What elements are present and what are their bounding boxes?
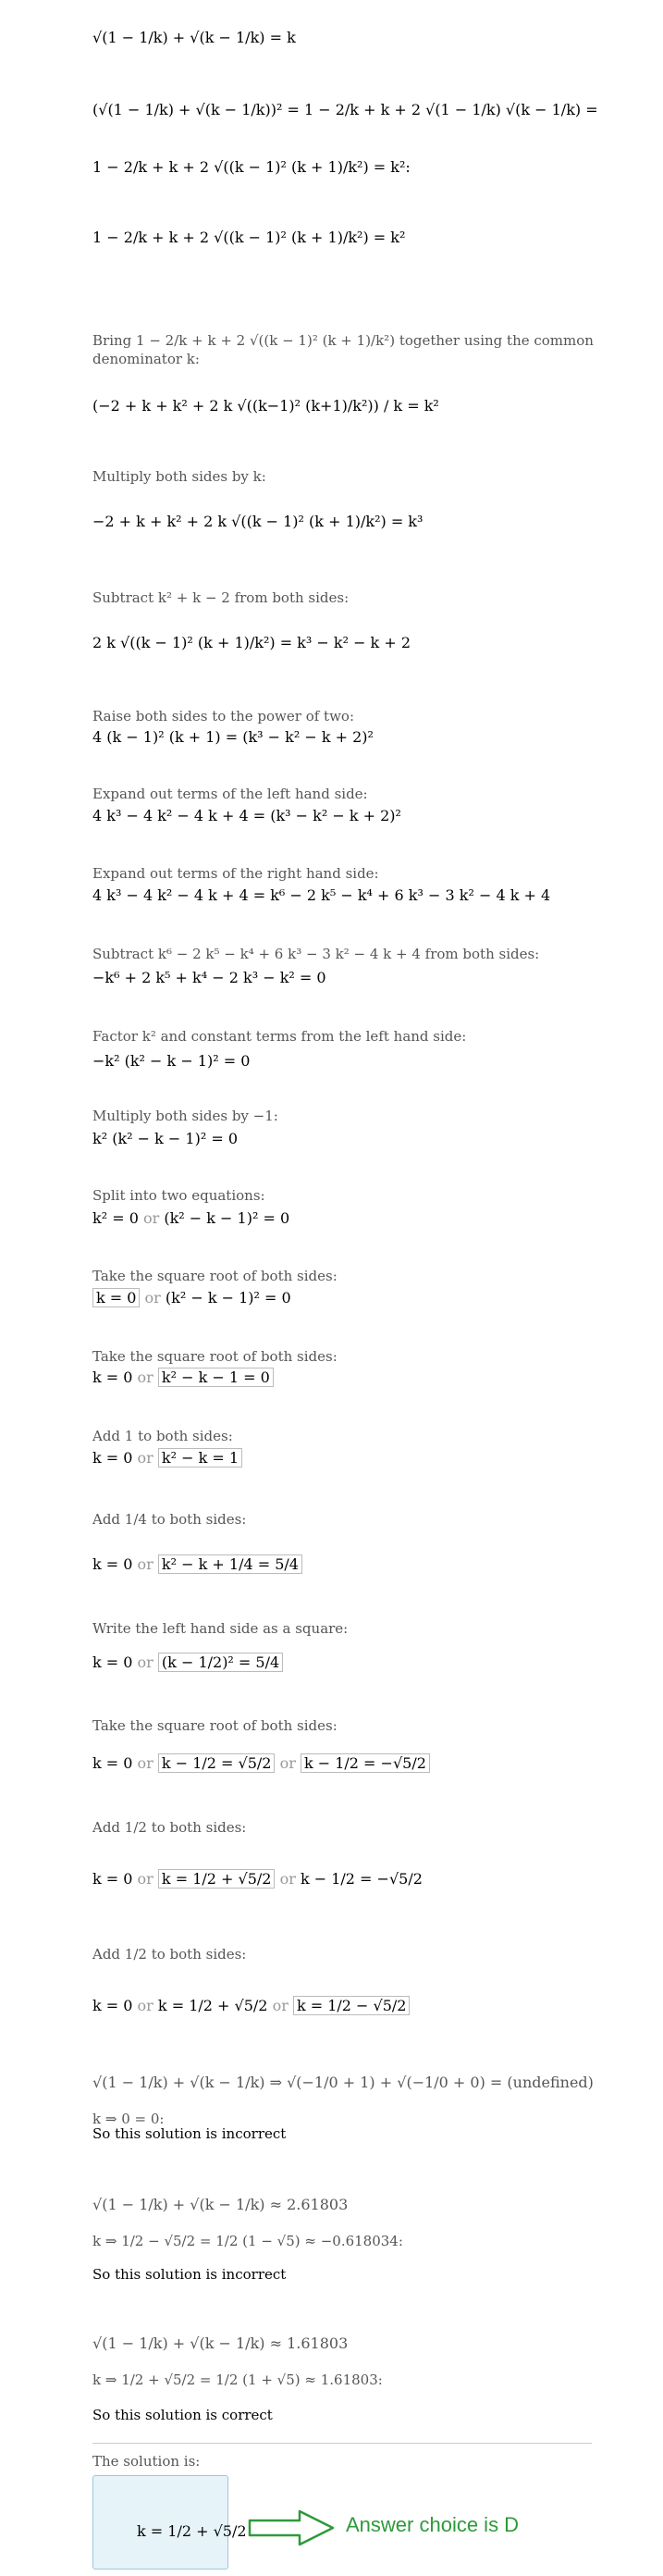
step-equation-pair [92,1448,610,1468]
equation-b: (k − 1/2)² = 5/4 [158,1653,283,1672]
or-separator: or [137,1754,153,1772]
equation-b: k² − k + 1/4 = 5/4 [158,1554,302,1574]
step-label: Split into two equations: [92,1187,265,1204]
step-equation-pair [92,1288,610,1308]
step-equation: −k⁶ + 2 k⁵ + k⁴ − 2 k³ − k² = 0 [92,969,326,986]
check-verdict: So this solution is incorrect [92,2125,287,2142]
step-equation-pair [92,1554,610,1575]
or-separator: or [272,1997,289,2014]
step-equation: −k² (k² − k − 1)² = 0 [92,1052,251,1070]
equation-a: k = 0 [92,1870,133,1888]
or-separator: or [137,1555,153,1573]
step-label: Write the left hand side as a square: [92,1620,349,1637]
equation-c: k = 1/2 − √5/2 [293,1996,411,2015]
step-equation: 4 k³ − 4 k² − 4 k + 4 = (k³ − k² − k + 2)² [92,807,401,824]
equation-b: k² − k = 1 [158,1448,242,1468]
equation-b: k² − k − 1 = 0 [158,1368,274,1387]
divider [92,2443,592,2444]
step-label: Bring 1 − 2/k + k + 2 √((k − 1)² (k + 1)/k²) together using the common denominator k: [92,332,594,367]
step-label: Multiply both sides by k: [92,468,266,485]
solution-equation: k = 1/2 + √5/2 [137,2522,247,2540]
equation-a: k = 0 [92,1997,133,2014]
step-equation-pair [92,1208,610,1229]
step-equation: 4 (k − 1)² (k + 1) = (k³ − k² − k + 2)² [92,728,374,746]
step-label: Factor k² and constant terms from the left hand side: [92,1028,467,1045]
step-equation-triple [92,1869,610,1889]
check-value: k ⇒ 0 = 0: [92,2111,165,2127]
or-separator: or [144,1289,161,1307]
equation-b: k = 1/2 + √5/2 [158,1869,276,1889]
check-substitution: √(1 − 1/k) + √(k − 1/k) ≈ 2.61803 [92,2196,349,2213]
check-verdict: So this solution is correct [92,2407,273,2423]
step-label: Subtract k² + k − 2 from both sides: [92,589,350,606]
answer-annotation: Answer choice is D [346,2513,520,2536]
equation-a: k = 0 [92,1288,140,1307]
equation-a: k = 0 [92,1653,133,1671]
step-label: Add 1/2 to both sides: [92,1946,247,1963]
check-substitution: √(1 − 1/k) + √(k − 1/k) ⇒ √(−1/0 + 1) + √(−1/0 + 0) = (undefined) [92,2074,594,2091]
step-label: Expand out terms of the left hand side: [92,786,368,802]
equation-a: k = 0 [92,1754,133,1772]
equation-b: (k² − k − 1)² = 0 [164,1209,290,1227]
check-substitution: √(1 − 1/k) + √(k − 1/k) ≈ 1.61803 [92,2334,349,2352]
step-equation-pair [92,1368,610,1388]
check-value: k ⇒ 1/2 + √5/2 = 1/2 (1 + √5) ≈ 1.61803: [92,2372,383,2388]
squared-equation-result: 1 − 2/k + k + 2 √((k − 1)² (k + 1)/k²) = k² [92,229,406,246]
or-separator: or [137,1870,153,1888]
equation-a: k² = 0 [92,1209,139,1227]
step-equation-pair [92,1653,610,1673]
step-label: Take the square root of both sides: [92,1348,338,1365]
step-label: Expand out terms of the right hand side: [92,865,379,882]
or-separator: or [279,1870,296,1888]
step-equation: 2 k √((k − 1)² (k + 1)/k²) = k³ − k² − k + 2 [92,634,411,651]
or-separator: or [142,1209,160,1227]
step-label: Raise both sides to the power of two: [92,708,355,724]
initial-equation: √(1 − 1/k) + √(k − 1/k) = k [92,29,296,46]
equation-a: k = 0 [92,1555,133,1573]
step-equation: (−2 + k + k² + 2 k √((k−1)² (k+1)/k²)) / k = k² [92,397,439,415]
step-equation-triple [92,1753,610,1774]
step-equation: −2 + k + k² + 2 k √((k − 1)² (k + 1)/k²) = k³ [92,513,424,530]
or-separator: or [279,1754,296,1772]
check-verdict: So this solution is incorrect [92,2266,287,2283]
or-separator: or [137,1368,153,1386]
step-label: Add 1/4 to both sides: [92,1511,247,1528]
or-separator: or [137,1449,153,1467]
or-separator: or [137,1997,153,2014]
squared-equation: (√(1 − 1/k) + √(k − 1/k))² = 1 − 2/k + k + 2 √(1 − 1/k) √(k − 1/k) = [92,101,598,118]
equation-b: k − 1/2 = √5/2 [158,1753,276,1773]
step-label: Take the square root of both sides: [92,1717,338,1734]
equation-c: k − 1/2 = −√5/2 [301,1753,430,1773]
squared-equation-cont: 1 − 2/k + k + 2 √((k − 1)² (k + 1)/k²) = k²: [92,158,411,176]
step-label: Subtract k⁶ − 2 k⁵ − k⁴ + 6 k³ − 3 k² − 4 k + 4 from both sides: [92,946,540,962]
equation-a: k = 0 [92,1449,133,1467]
equation-b: (k² − k − 1)² = 0 [165,1289,291,1307]
step-label: Multiply both sides by −1: [92,1108,278,1124]
equation-a: k = 0 [92,1368,133,1386]
step-label: Take the square root of both sides: [92,1268,338,1284]
check-value: k ⇒ 1/2 − √5/2 = 1/2 (1 − √5) ≈ −0.618034: [92,2233,403,2249]
step-label: Add 1/2 to both sides: [92,1819,247,1836]
right-arrow-icon [248,2509,337,2546]
step-equation: 4 k³ − 4 k² − 4 k + 4 = k⁶ − 2 k⁵ − k⁴ + 6 k³ − 3 k² − 4 k + 4 [92,886,551,904]
equation-b: k = 1/2 + √5/2 [157,1997,268,2014]
step-equation-triple [92,1996,610,2016]
step-label: Add 1 to both sides: [92,1428,233,1444]
step-equation: k² (k² − k − 1)² = 0 [92,1130,238,1147]
or-separator: or [137,1653,153,1671]
equation-c: k − 1/2 = −√5/2 [300,1870,423,1888]
solution-label: The solution is: [92,2453,201,2470]
